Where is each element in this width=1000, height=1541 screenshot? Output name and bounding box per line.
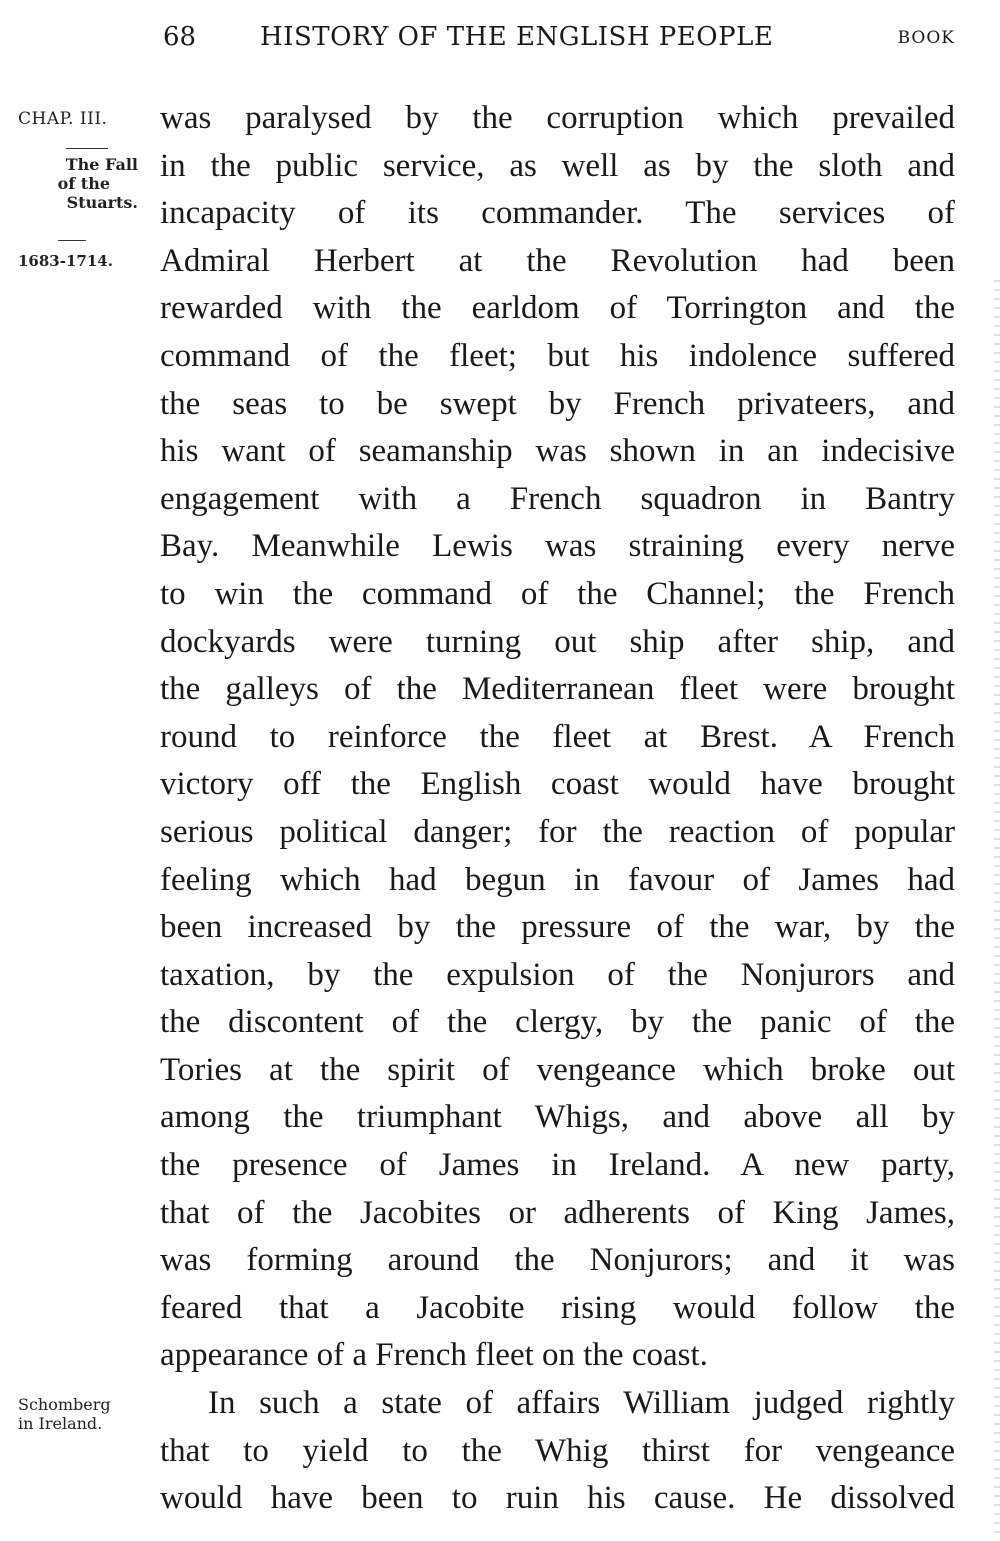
section-title-line: of the	[57, 174, 110, 193]
date-range: 1683-1714.	[18, 252, 113, 270]
book-label: BOOK	[897, 28, 955, 48]
text-line: rewarded with the earldom of Torrington and the	[160, 290, 955, 327]
text-line: the seas to be swept by French privateers, and	[160, 385, 955, 422]
text-line: feeling which had begun in favour of James had	[160, 861, 955, 898]
text-line: Bay. Meanwhile Lewis was straining every nerve	[160, 528, 955, 565]
page-number: 68	[163, 22, 197, 52]
text-line: appearance of a French fleet on the coast.	[160, 1337, 708, 1374]
text-line: incapacity of its commander. The services of	[160, 195, 955, 232]
section-title-line: Stuarts.	[66, 193, 138, 212]
schomberg-note	[18, 1395, 148, 1433]
text-line: Tories at the spirit of vengeance which broke out	[160, 1051, 955, 1088]
text-line: In such a state of affairs William judged rightly	[208, 1385, 955, 1422]
page-header	[160, 22, 955, 62]
margin-rule	[66, 148, 108, 149]
page-edge-artifact	[994, 280, 1000, 1540]
text-line: the galleys of the Mediterranean fleet were brought	[160, 671, 955, 708]
text-line: in the public service, as well as by the sloth and	[160, 147, 955, 184]
text-line: round to reinforce the fleet at Brest. A French	[160, 718, 955, 755]
schomberg-note-line: Schomberg	[18, 1395, 111, 1414]
text-line: his want of seamanship was shown in an indecisive	[160, 433, 955, 470]
section-title	[18, 155, 138, 212]
running-title: HISTORY OF THE ENGLISH PEOPLE	[260, 22, 774, 52]
text-line: taxation, by the expulsion of the Nonjurors and	[160, 956, 955, 993]
text-line: among the triumphant Whigs, and above all by	[160, 1099, 955, 1136]
text-line: that of the Jacobites or adherents of King James,	[160, 1194, 955, 1231]
text-line: was forming around the Nonjurors; and it was	[160, 1242, 955, 1279]
text-line: that to yield to the Whig thirst for vengeance	[160, 1432, 955, 1469]
text-line: feared that a Jacobite rising would follow the	[160, 1289, 955, 1326]
margin-rule	[58, 240, 86, 241]
text-line: would have been to ruin his cause. He dissolved	[160, 1480, 955, 1517]
text-line: dockyards were turning out ship after ship, and	[160, 623, 955, 660]
text-line: been increased by the pressure of the war, by the	[160, 909, 955, 946]
schomberg-note-line: in Ireland.	[18, 1414, 103, 1433]
section-title-line: The Fall	[65, 155, 138, 174]
text-line: serious political danger; for the reaction of popular	[160, 813, 955, 850]
text-line: the presence of James in Ireland. A new party,	[160, 1147, 955, 1184]
text-line: victory off the English coast would have brought	[160, 766, 955, 803]
body-text	[160, 95, 955, 1523]
text-line: to win the command of the Channel; the French	[160, 575, 955, 612]
text-line: was paralysed by the corruption which prevailed	[160, 100, 955, 136]
text-line: the discontent of the clergy, by the panic of the	[160, 1004, 955, 1041]
text-line: Admiral Herbert at the Revolution had been	[160, 242, 955, 279]
chapter-label: CHAP. III.	[18, 109, 108, 129]
text-line: command of the fleet; but his indolence suffered	[160, 337, 955, 374]
text-line: engagement with a French squadron in Bantry	[160, 480, 955, 517]
